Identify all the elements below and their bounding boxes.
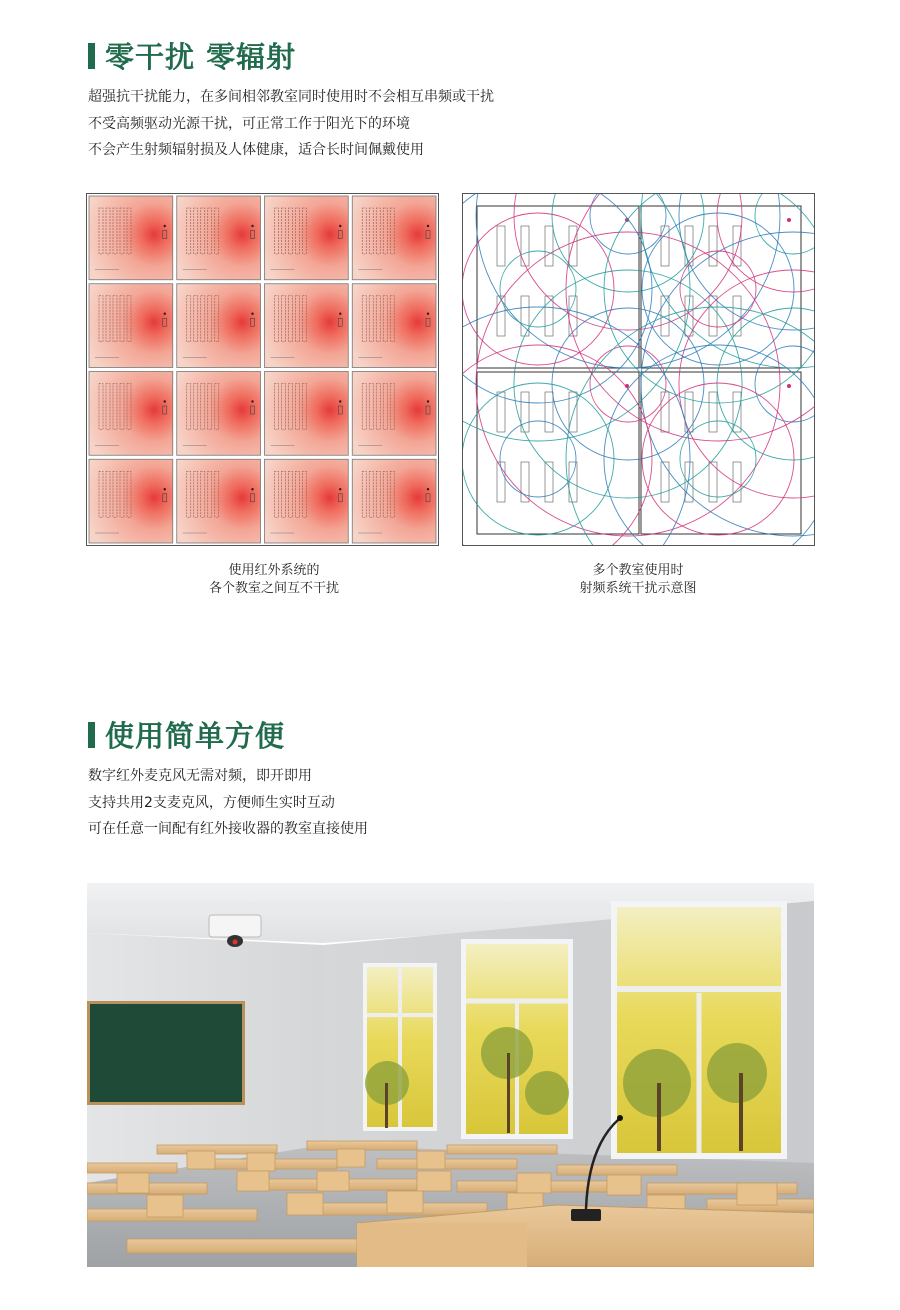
feature-line: 超强抗干扰能力，在多间相邻教室同时使用时不会相互串频或干扰 — [88, 89, 494, 105]
caption-rf — [550, 562, 726, 598]
caption-ir — [186, 562, 362, 598]
ir-classroom-cell — [89, 284, 173, 368]
section-title-easy-use — [88, 714, 285, 755]
ir-classroom-cell — [89, 459, 173, 543]
ir-classroom-cell — [265, 459, 349, 543]
feature-line: 数字红外麦克风无需对频，即开即用 — [88, 768, 312, 784]
ir-classroom-cell — [352, 372, 436, 456]
ir-classroom-cell — [352, 459, 436, 543]
ir-classroom-cell — [177, 196, 261, 280]
title-accent-bar — [88, 722, 95, 748]
caption-line: 射频系统干扰示意图 — [579, 581, 697, 596]
ir-grid-illustration — [87, 194, 438, 545]
feature-line: 可在任意一间配有红外接收器的教室直接使用 — [88, 821, 368, 837]
ir-classroom-cell — [177, 372, 261, 456]
title-accent-bar — [88, 43, 95, 69]
rf-interference-illustration — [463, 194, 814, 545]
rf-classroom-outlines — [477, 206, 801, 534]
ir-classroom-diagram — [86, 193, 439, 546]
feature-line: 支持共用2支麦克风，方便师生实时互动 — [88, 794, 335, 811]
caption-line: 使用红外系统的 — [228, 563, 320, 578]
classroom-illustration — [87, 883, 814, 1267]
ir-classroom-cell — [265, 196, 349, 280]
ir-classroom-cell — [89, 372, 173, 456]
ir-classroom-cell — [352, 196, 436, 280]
feature-list-interference — [88, 84, 494, 164]
section-title-text: 零干扰 零辐射 — [105, 40, 297, 74]
ir-classroom-cell — [352, 284, 436, 368]
ir-classroom-cell — [265, 284, 349, 368]
section-title-zero-interference — [88, 35, 296, 76]
caption-line: 多个教室使用时 — [592, 563, 684, 578]
ir-classroom-cell — [177, 284, 261, 368]
window-1 — [363, 963, 437, 1131]
ir-classroom-cell — [89, 196, 173, 280]
ir-classroom-cell — [265, 372, 349, 456]
rf-interference-diagram — [462, 193, 815, 546]
classroom-photo — [87, 883, 814, 1267]
feature-list-easy-use — [88, 763, 368, 843]
feature-line: 不受高频驱动光源干扰，可正常工作于阳光下的环境 — [88, 115, 410, 132]
ir-classroom-cell — [177, 459, 261, 543]
caption-line: 各个教室之间互不干扰 — [208, 581, 339, 596]
window-3 — [611, 901, 787, 1159]
section-title-text: 使用简单方便 — [105, 719, 286, 753]
feature-line: 不会产生射频辐射损及人体健康，适合长时间佩戴使用 — [88, 142, 424, 158]
